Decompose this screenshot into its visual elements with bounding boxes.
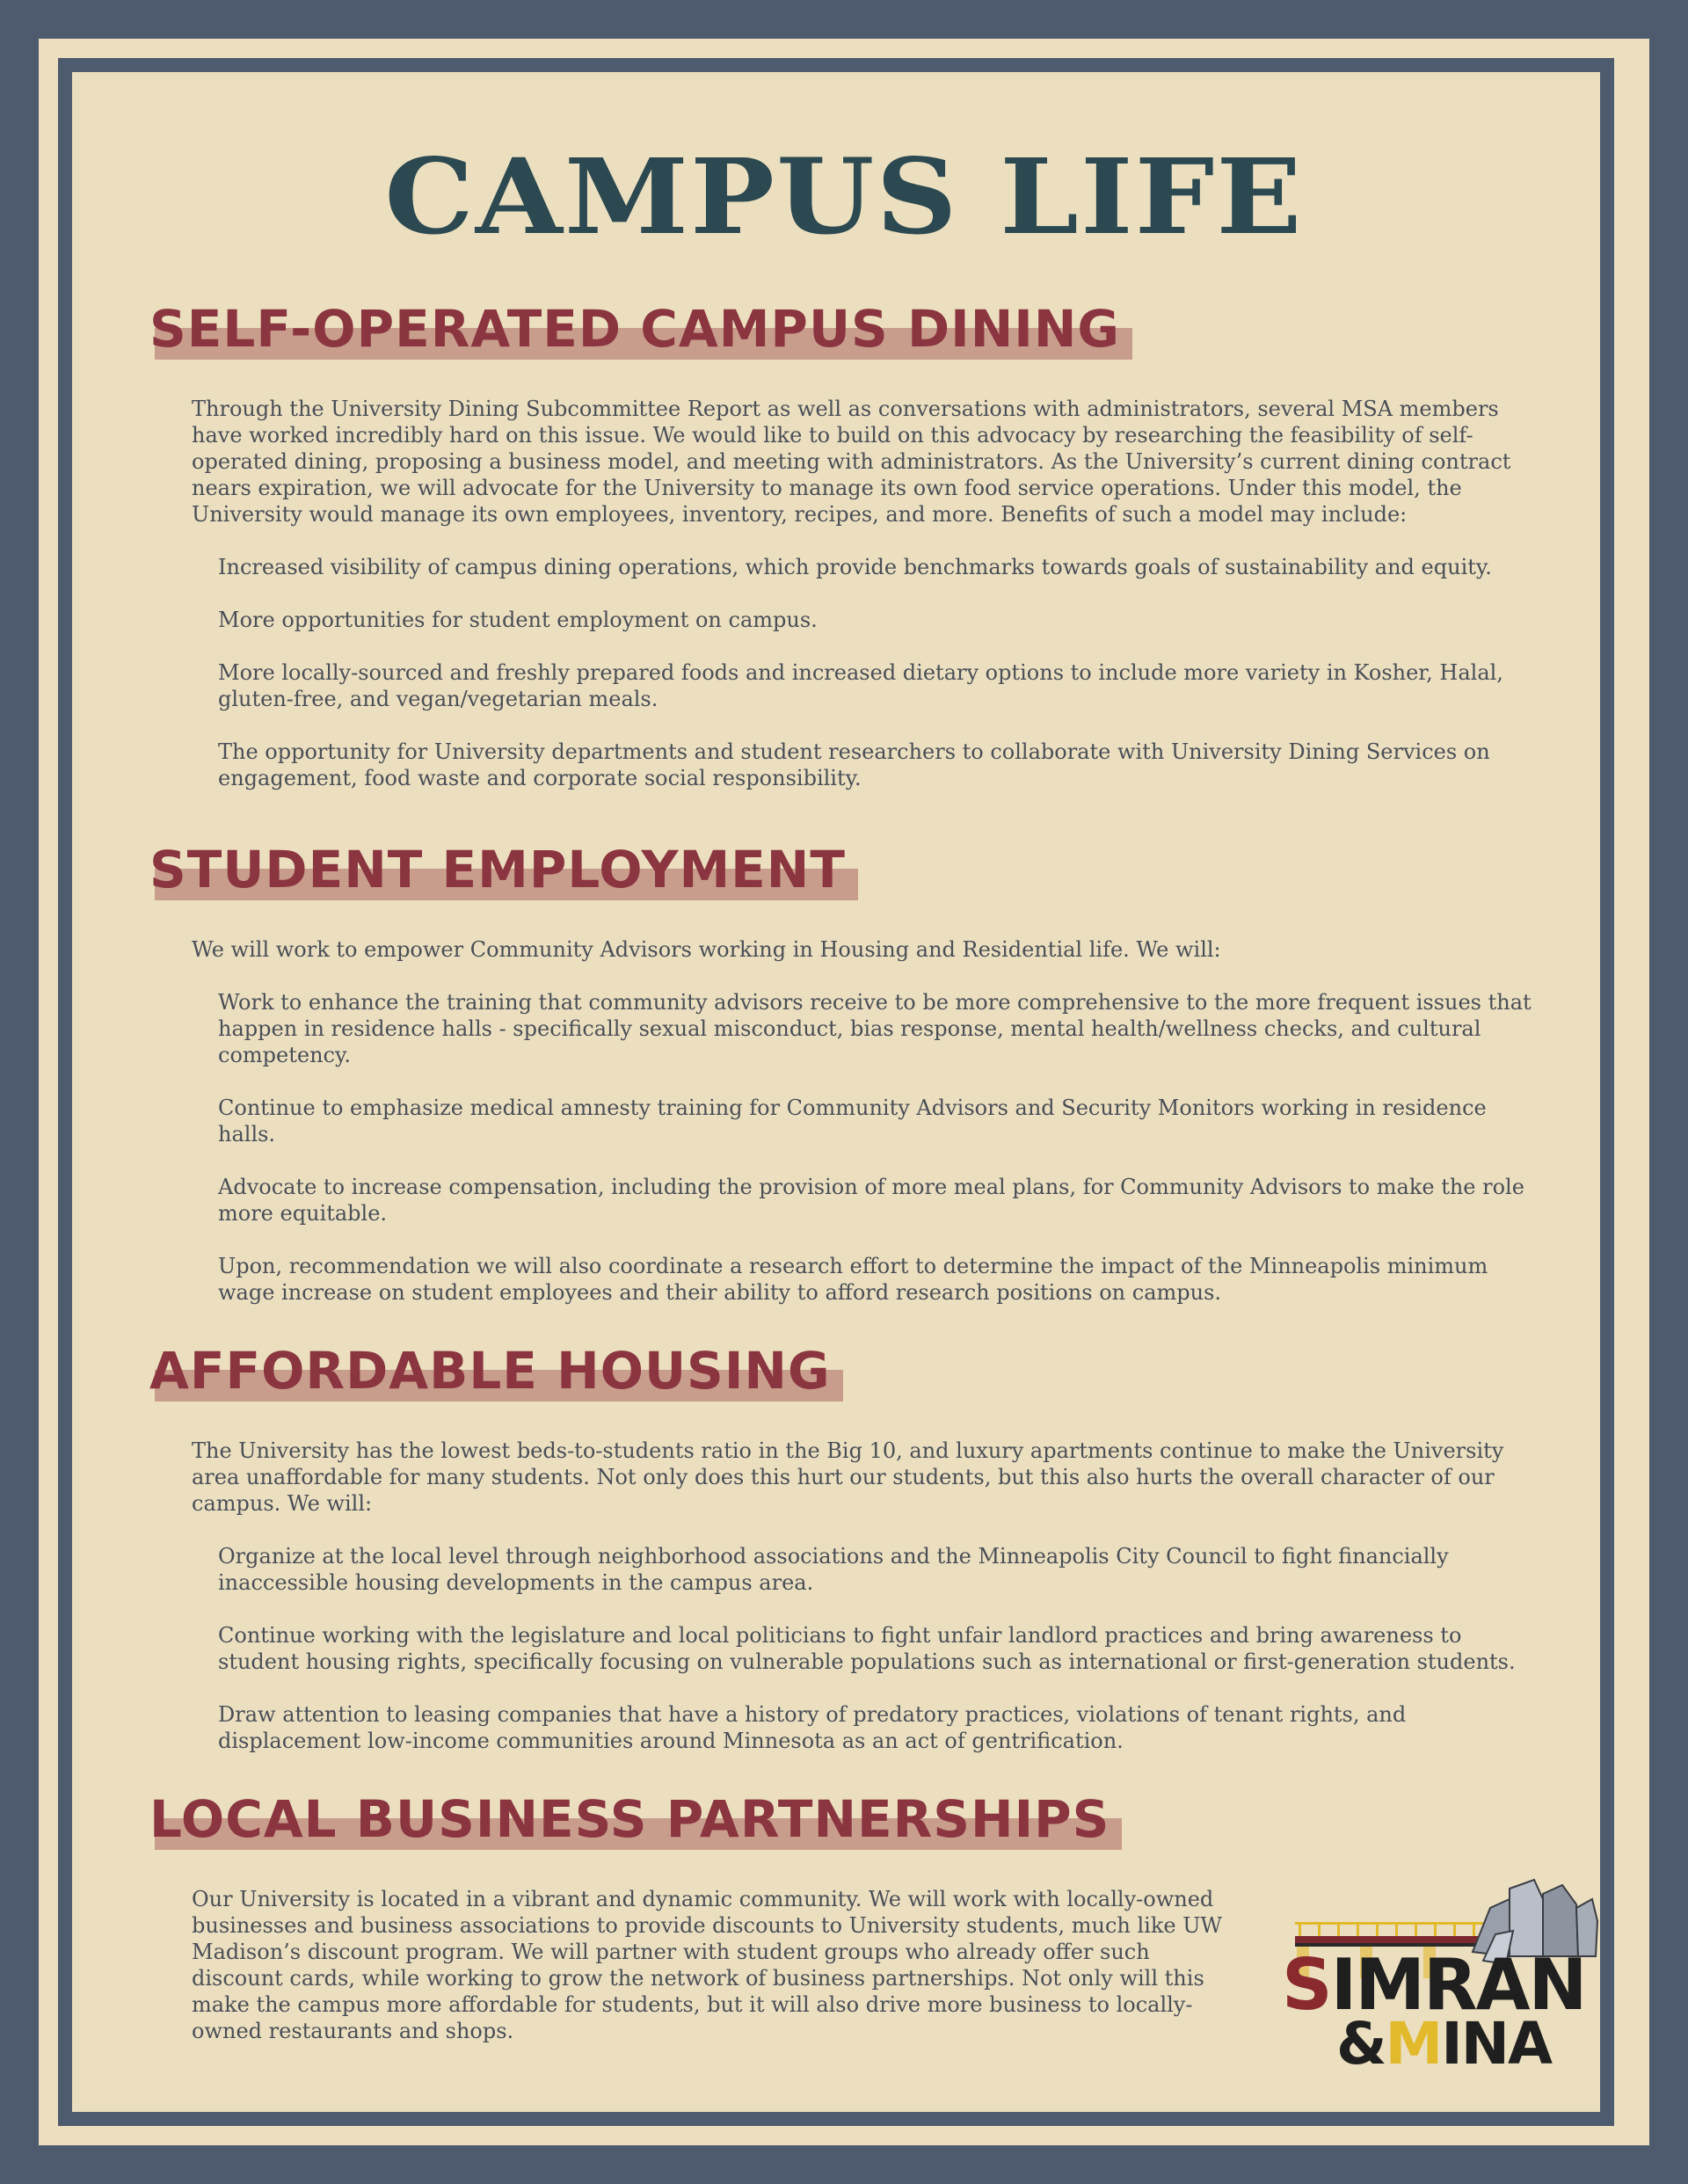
section-heading-dining: SELF-OPERATED CAMPUS DINING (149, 303, 1127, 354)
section-heading-housing: AFFORDABLE HOUSING (149, 1345, 838, 1396)
list-item: The opportunity for University departments and student researchers to collaborate with University Dining Services on engagement, food waste and corporate social responsibility. (218, 739, 1490, 790)
list-item: More opportunities for student employment on campus. (218, 608, 818, 632)
logo-text-mina: &MINA (1336, 2010, 1552, 2078)
section-intro-employment: We will work to empower Community Advisors working in Housing and Residential life. We will: (192, 937, 1221, 962)
list-item: Continue working with the legislature and local politicians to fight unfair landlord practices and bring awareness to student housing rights, specifically focusing on vulnerable populations such as international or first-generation students. (218, 1623, 1516, 1674)
section-intro-housing: The University has the lowest beds-to-students ratio in the Big 10, and luxury apartments continue to make the University area unaffordable for many students. Not only does this hurt our students, but this also hurts the overall character of our campus. We will: (192, 1438, 1504, 1516)
list-item: Organize at the local level through neighborhood associations and the Minneapolis City Council to fight financially inaccessible housing developments in the campus area. (218, 1544, 1449, 1595)
section-heading-employment: STUDENT EMPLOYMENT (149, 844, 853, 895)
section-intro-business: Our University is located in a vibrant and dynamic community. We will work with locally-owned businesses and business associations to provide discounts to University students, much like UW Madison’s discount program. We will partner with student groups who already offer such discount cards, while working to grow the network of business partnerships. Not only will this make the campus more affordable for students, but it will also drive more business to locally-owned restaurants and shops. (192, 1887, 1223, 2043)
list-item: Draw attention to leasing companies that have a history of predatory practices, violations of tenant rights, and displacement low-income communities around Minnesota as an act of gentrification. (218, 1702, 1407, 1753)
list-item: Work to enhance the training that community advisors receive to be more comprehensive to the more frequent issues that happen in residence halls - specifically sexual misconduct, bias response, mental health/wellness checks, and cultural competency. (218, 990, 1532, 1067)
section-intro-dining: Through the University Dining Subcommittee Report as well as conversations with administrators, several MSA members have worked incredibly hard on this issue. We would like to build on this advocacy by researching the feasibility of self-operated dining, proposing a business model, and meeting with administrators. As the University’s current dining contract nears expiration, we will advocate for the University to manage its own food service operations. Under this model, the University would manage its own employees, inventory, recipes, and more. Benefits of such a model may include: (192, 397, 1511, 527)
logo-text-simran: SIMRAN (1282, 1944, 1586, 2026)
list-item: Increased visibility of campus dining operations, which provide benchmarks towards goals of sustainability and equity. (218, 555, 1492, 579)
list-item: Continue to emphasize medical amnesty training for Community Advisors and Security Monitors working in residence halls. (218, 1096, 1487, 1147)
list-item: More locally-sourced and freshly prepared foods and increased dietary options to include more variety in Kosher, Halal, gluten-free, and vegan/vegetarian meals. (218, 660, 1503, 711)
page-title: CAMPUS LIFE (384, 135, 1304, 258)
section-heading-business: LOCAL BUSINESS PARTNERSHIPS (149, 1794, 1117, 1845)
list-item: Advocate to increase compensation, including the provision of more meal plans, for Community Advisors to make the role more equitable. (218, 1175, 1524, 1226)
list-item: Upon, recommendation we will also coordinate a research effort to determine the impact of the Minneapolis minimum wage increase on student employees and their ability to afford research positions on campus. (218, 1254, 1488, 1305)
